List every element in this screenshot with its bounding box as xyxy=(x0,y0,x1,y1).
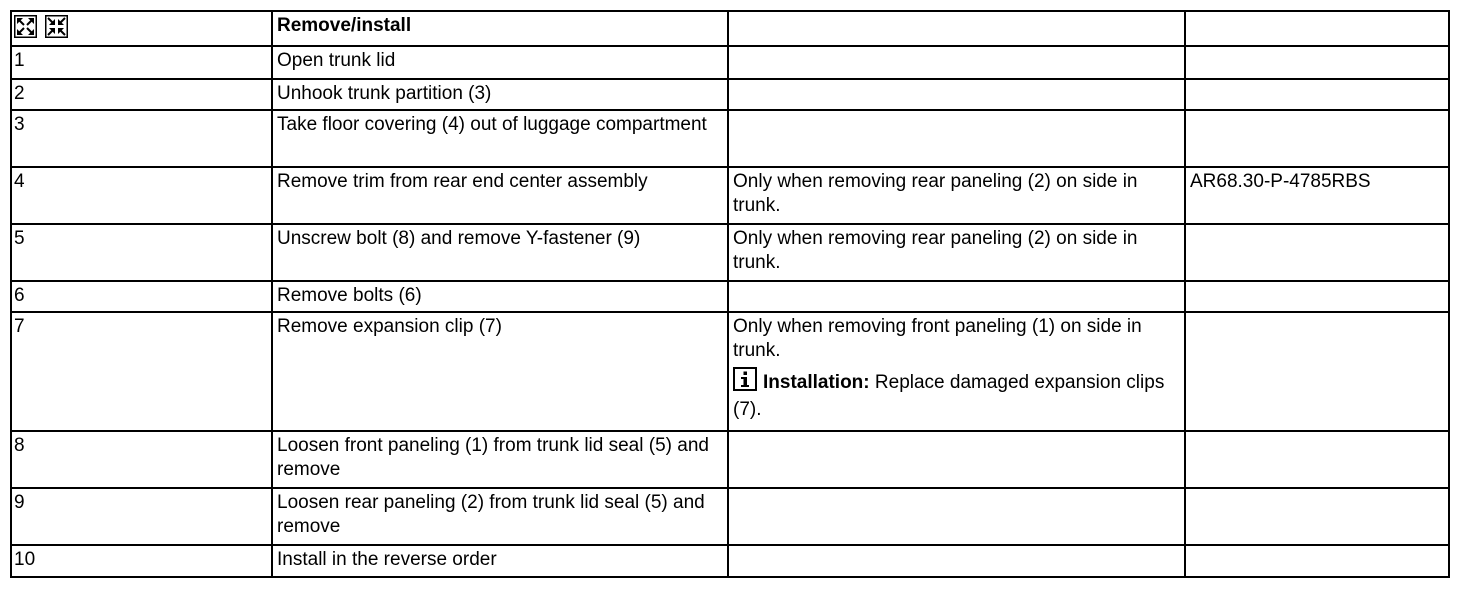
info-icon xyxy=(733,367,757,398)
step-action: Loosen rear paneling (2) from trunk lid seal (5) and remove xyxy=(272,488,728,545)
installation-text: Replace damaged expansion clips (7). xyxy=(733,372,1165,420)
step-action: Remove expansion clip (7) xyxy=(272,312,728,431)
table-row xyxy=(11,110,1449,167)
table-header-row xyxy=(11,11,1449,46)
step-action: Install in the reverse order xyxy=(272,545,728,577)
step-action: Remove trim from rear end center assembly xyxy=(272,167,728,224)
step-reference xyxy=(1185,224,1449,281)
step-reference xyxy=(1185,79,1449,110)
step-action: Open trunk lid xyxy=(272,46,728,79)
procedure-table xyxy=(10,10,1450,578)
step-number: 3 xyxy=(11,110,272,167)
table-row xyxy=(11,431,1449,488)
installation-label: Installation: xyxy=(763,372,870,393)
header-icons-cell xyxy=(11,11,272,46)
table-row xyxy=(11,224,1449,281)
collapse-icon[interactable] xyxy=(45,15,68,38)
step-note: Only when removing rear paneling (2) on side in trunk. xyxy=(728,224,1185,281)
step-number: 10 xyxy=(11,545,272,577)
table-row xyxy=(11,545,1449,577)
step-reference xyxy=(1185,46,1449,79)
table-row xyxy=(11,167,1449,224)
step-note xyxy=(728,545,1185,577)
step-action: Take floor covering (4) out of luggage compartment xyxy=(272,110,728,167)
step-number: 5 xyxy=(11,224,272,281)
step-reference xyxy=(1185,488,1449,545)
table-row xyxy=(11,488,1449,545)
step-reference xyxy=(1185,545,1449,577)
header-empty-cell xyxy=(1185,11,1449,46)
step-number: 6 xyxy=(11,281,272,312)
step-number: 7 xyxy=(11,312,272,431)
step-note xyxy=(728,110,1185,167)
expand-icon[interactable] xyxy=(14,15,37,38)
step-reference xyxy=(1185,110,1449,167)
step-reference xyxy=(1185,281,1449,312)
table-row xyxy=(11,312,1449,431)
step-action: Remove bolts (6) xyxy=(272,281,728,312)
step-reference xyxy=(1185,431,1449,488)
step-note xyxy=(728,46,1185,79)
step-note xyxy=(728,431,1185,488)
step-note xyxy=(728,79,1185,110)
step-action: Unscrew bolt (8) and remove Y-fastener (9) xyxy=(272,224,728,281)
step-reference xyxy=(1185,312,1449,431)
step-number: 1 xyxy=(11,46,272,79)
step-number: 4 xyxy=(11,167,272,224)
step-note xyxy=(728,488,1185,545)
step-action: Loosen front paneling (1) from trunk lid seal (5) and remove xyxy=(272,431,728,488)
table-row xyxy=(11,79,1449,110)
step-note: Only when removing front paneling (1) on side in trunk. xyxy=(733,316,1142,361)
step-note: Only when removing rear paneling (2) on side in trunk. xyxy=(728,167,1185,224)
step-note xyxy=(728,281,1185,312)
step-number: 8 xyxy=(11,431,272,488)
header-title: Remove/install xyxy=(277,15,412,36)
table-row xyxy=(11,281,1449,312)
table-row xyxy=(11,46,1449,79)
step-number: 9 xyxy=(11,488,272,545)
step-note-cell xyxy=(728,312,1185,431)
step-number: 2 xyxy=(11,79,272,110)
header-empty-cell xyxy=(728,11,1185,46)
header-title-cell xyxy=(272,11,728,46)
step-reference-link[interactable]: AR68.30-P-4785RBS xyxy=(1185,167,1449,224)
installation-note xyxy=(733,367,1180,422)
step-action: Unhook trunk partition (3) xyxy=(272,79,728,110)
